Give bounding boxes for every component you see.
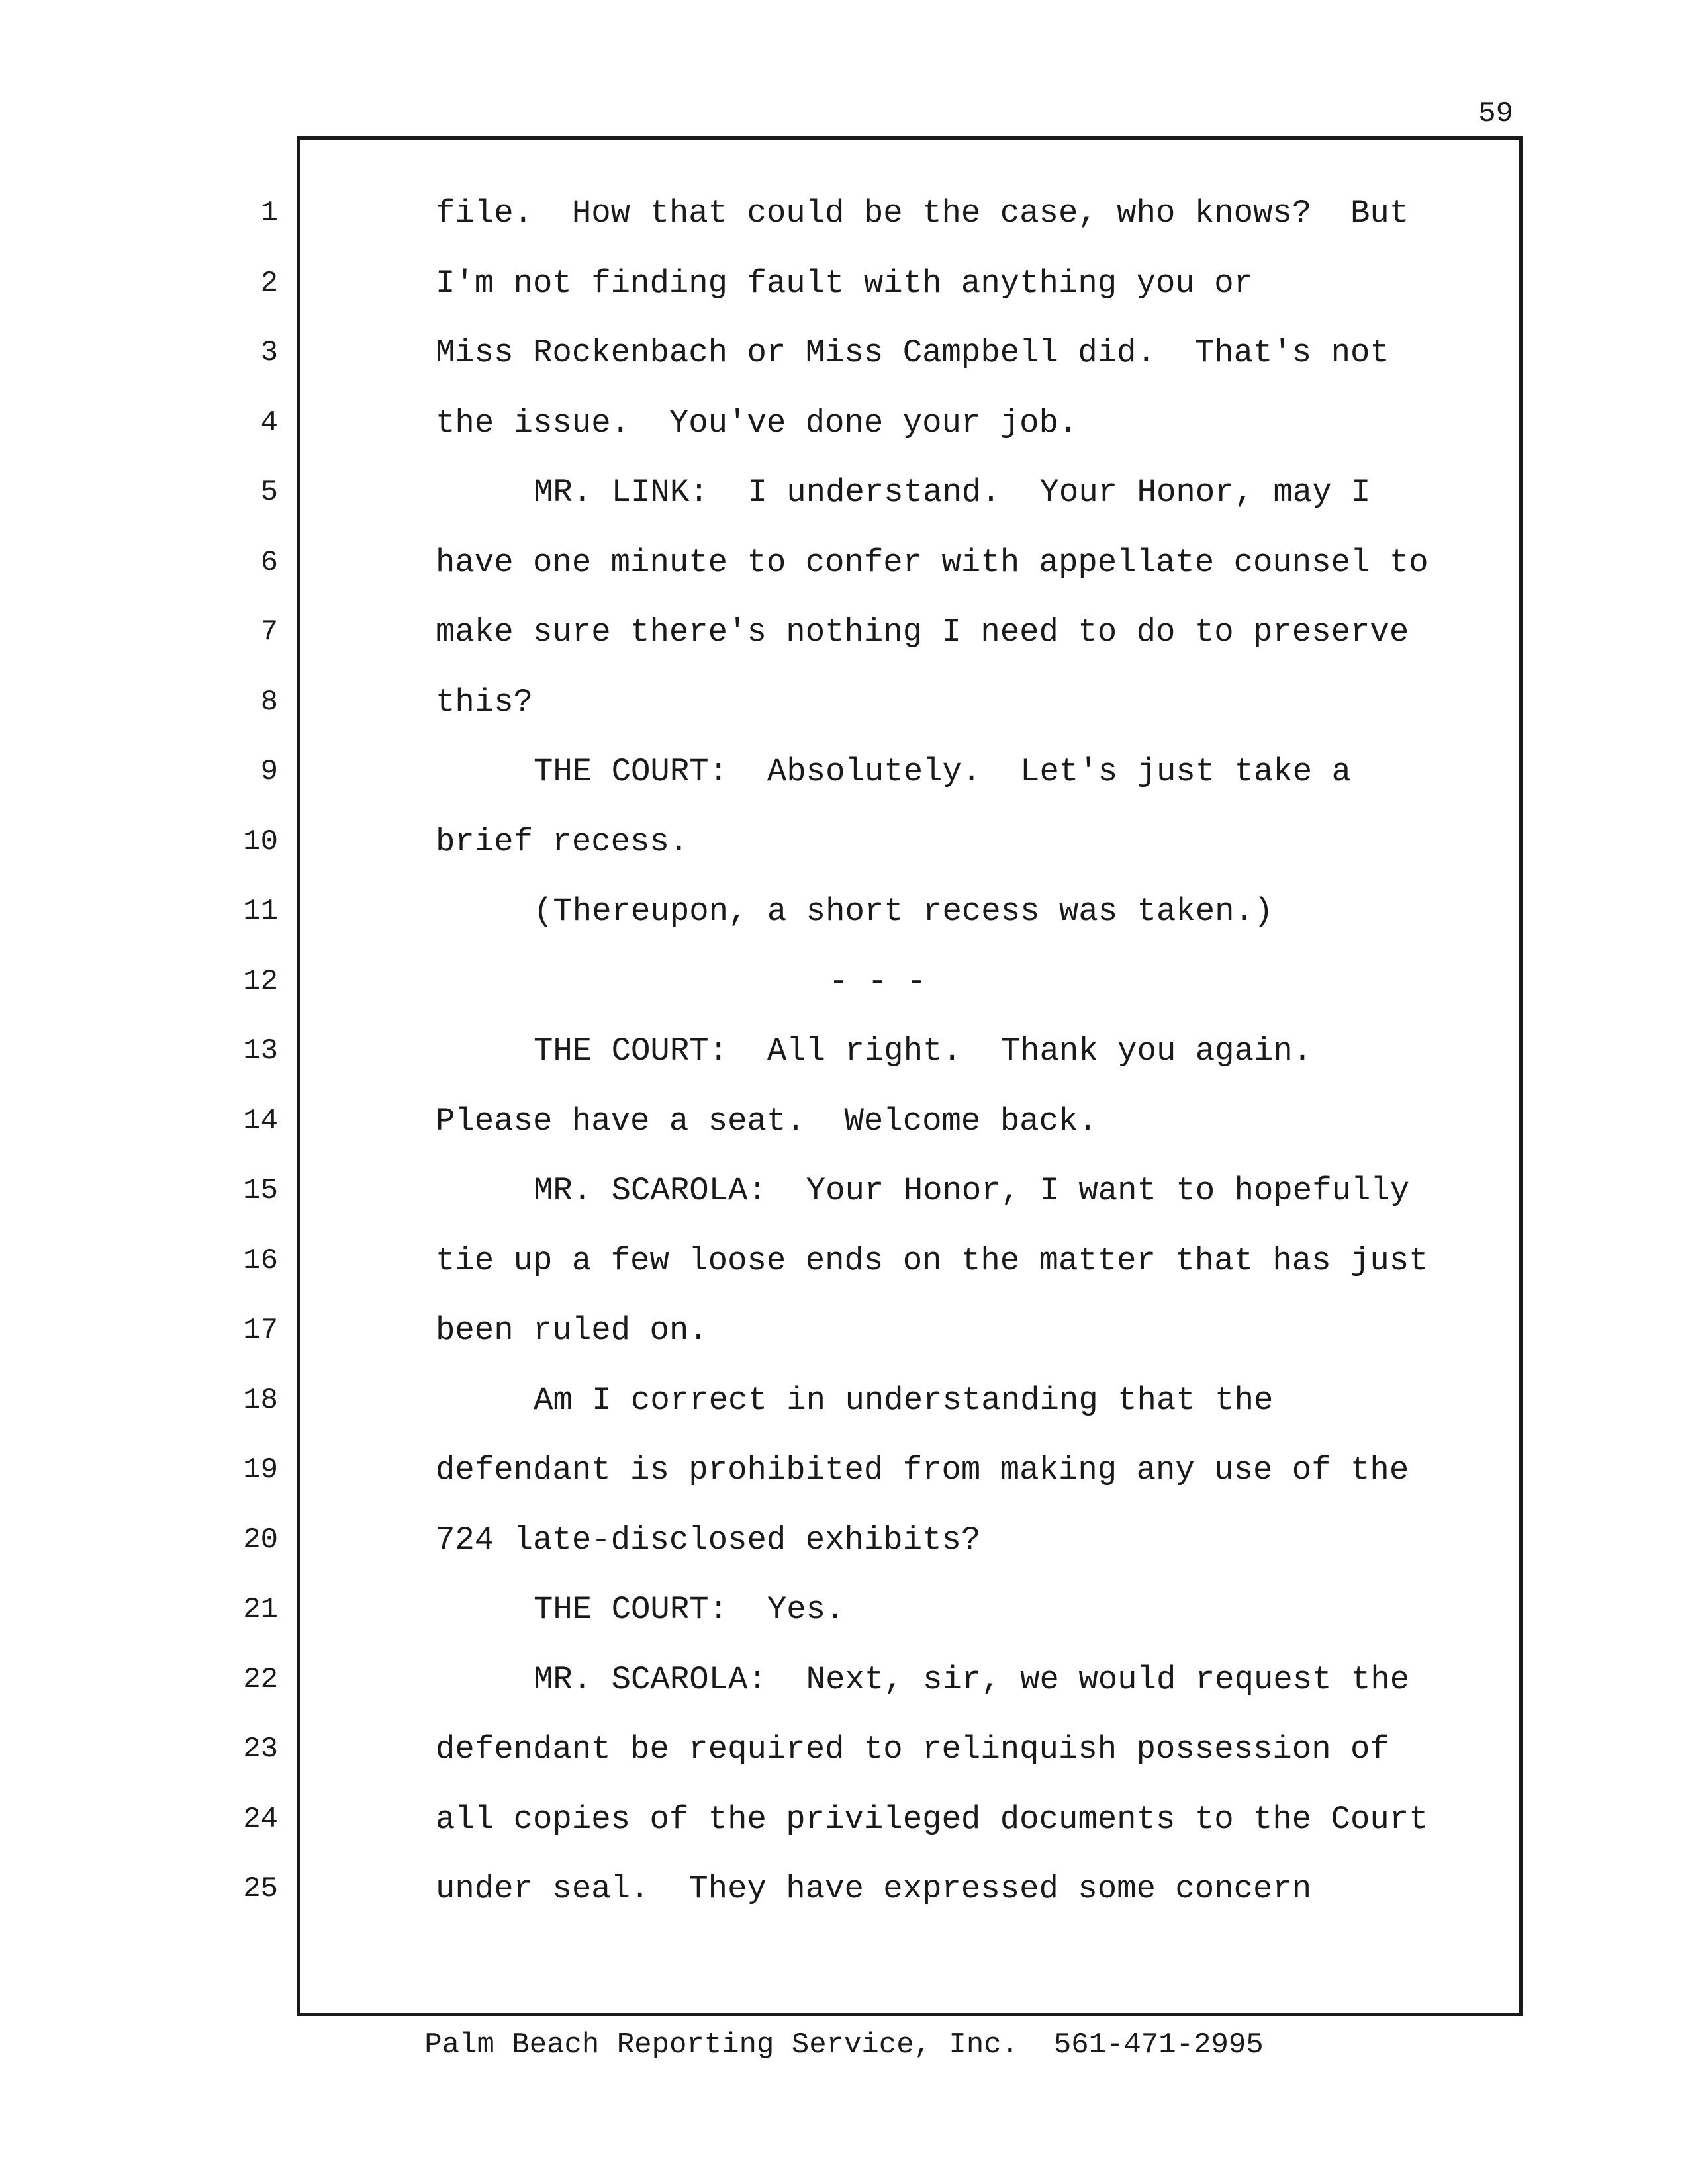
- line-number: 18: [243, 1383, 278, 1417]
- line-number: 19: [243, 1453, 278, 1486]
- transcript-line: under seal. They have expressed some concern: [436, 1870, 1312, 1907]
- transcript-line: I'm not finding fault with anything you or: [436, 264, 1254, 302]
- line-number: 8: [260, 685, 278, 719]
- line-number: 22: [243, 1662, 278, 1696]
- line-number: 24: [243, 1802, 278, 1836]
- line-number: 6: [260, 545, 278, 579]
- transcript-line: brief recess.: [436, 823, 689, 860]
- transcript-line: MR. SCAROLA: Your Honor, I want to hopefully: [534, 1172, 1410, 1209]
- line-number: 10: [243, 825, 278, 858]
- footer: Palm Beach Reporting Service, Inc. 561-471-2995: [424, 2028, 1264, 2062]
- line-number: 16: [243, 1244, 278, 1277]
- line-number: 11: [243, 895, 278, 928]
- line-number: 1: [260, 197, 278, 230]
- transcript-line: have one minute to confer with appellate counsel to: [436, 543, 1429, 581]
- transcript-line: MR. SCAROLA: Next, sir, we would request the: [534, 1661, 1410, 1698]
- transcript-line: MR. LINK: I understand. Your Honor, may I: [534, 474, 1371, 511]
- line-number: 12: [243, 964, 278, 998]
- transcript-line: the issue. You've done your job.: [436, 404, 1078, 441]
- line-number: 23: [243, 1733, 278, 1766]
- transcript-line: Miss Rockenbach or Miss Campbell did. That's not: [436, 334, 1389, 371]
- line-number: 20: [243, 1523, 278, 1557]
- line-number: 14: [243, 1104, 278, 1138]
- line-number: 4: [260, 406, 278, 439]
- transcript-line: 724 late-disclosed exhibits?: [436, 1521, 981, 1559]
- line-number: 15: [243, 1174, 278, 1207]
- line-number: 2: [260, 266, 278, 300]
- line-numbers: [199, 193, 278, 1939]
- transcript-line: THE COURT: All right. Thank you again.: [534, 1032, 1313, 1069]
- line-number: 13: [243, 1034, 278, 1068]
- transcript-line: this?: [436, 683, 534, 721]
- transcript-line: make sure there's nothing I need to do to preserve: [436, 614, 1409, 651]
- transcript-line: (Thereupon, a short recess was taken.): [534, 893, 1274, 930]
- transcript-line: defendant be required to relinquish possession of: [436, 1731, 1389, 1768]
- transcript-line: Please have a seat. Welcome back.: [436, 1102, 1098, 1140]
- transcript-line: Am I correct in understanding that the: [534, 1381, 1274, 1419]
- line-number: 5: [260, 476, 278, 509]
- transcript-lines: [436, 193, 1508, 1939]
- transcript-line: file. How that could be the case, who knows? But: [436, 195, 1409, 232]
- transcript-line: - - -: [829, 962, 927, 1000]
- line-number: 9: [260, 755, 278, 788]
- line-number: 3: [260, 336, 278, 369]
- transcript-line: been ruled on.: [436, 1312, 708, 1349]
- transcript-line: defendant is prohibited from making any use of the: [436, 1451, 1409, 1488]
- transcript-line: THE COURT: Absolutely. Let's just take a: [534, 753, 1352, 790]
- line-number: 7: [260, 615, 278, 649]
- line-number: 25: [243, 1872, 278, 1905]
- page-number: 59: [1478, 97, 1513, 130]
- line-number: 17: [243, 1314, 278, 1347]
- transcript-line: all copies of the privileged documents to the Court: [436, 1800, 1429, 1838]
- transcript-line: THE COURT: Yes.: [534, 1591, 845, 1628]
- transcript-line: tie up a few loose ends on the matter that has just: [436, 1242, 1429, 1279]
- line-number: 21: [243, 1593, 278, 1626]
